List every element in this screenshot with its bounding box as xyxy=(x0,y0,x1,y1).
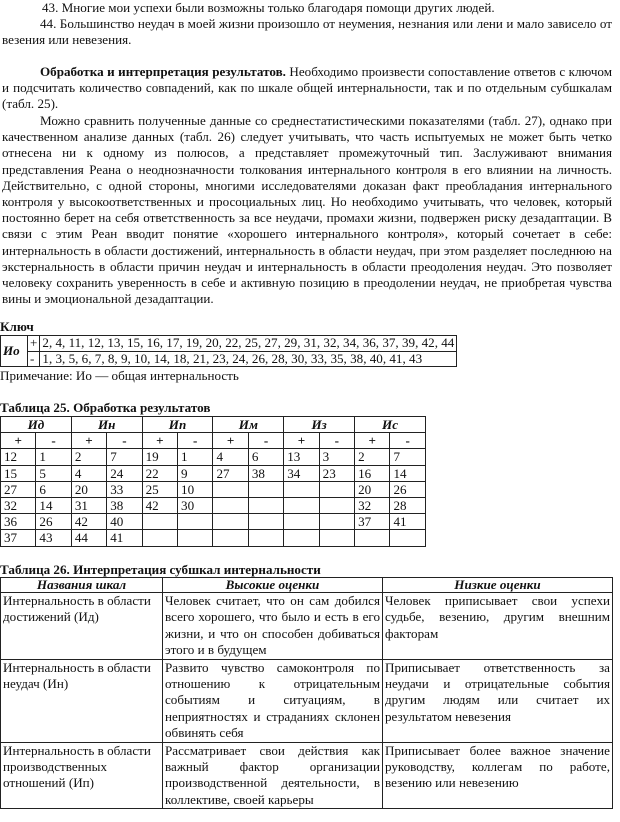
table25-row xyxy=(1,514,426,530)
table25-scale-header: Из xyxy=(284,417,355,433)
table25-cell: 14 xyxy=(36,498,71,514)
table25-cell: 37 xyxy=(355,514,390,530)
table25-cell: 26 xyxy=(390,481,426,497)
key-title: Ключ xyxy=(0,319,34,334)
table26-header-high: Высокие оценки xyxy=(163,578,383,593)
table25-scale-header: Ис xyxy=(355,417,426,433)
processing-paragraph xyxy=(2,64,612,113)
table25-cell: 10 xyxy=(178,481,213,497)
table25-cell: 4 xyxy=(213,449,248,465)
key-plus-sign: + xyxy=(28,336,40,352)
table25-cell: 42 xyxy=(142,498,177,514)
table25-sign: + xyxy=(284,433,319,449)
table25-cell xyxy=(284,498,319,514)
table25-row xyxy=(1,481,426,497)
table25-cell: 3 xyxy=(319,449,354,465)
table25-sign: + xyxy=(213,433,248,449)
table26-row xyxy=(1,742,613,809)
table25-cell xyxy=(248,514,283,530)
key-minus-sign: - xyxy=(28,351,40,367)
table26-cell-low: Человек приписывает свои успехи судьбе, везению, другим внешним факторам xyxy=(383,593,613,660)
table25-cell: 2 xyxy=(71,449,106,465)
key-scale: Ио xyxy=(1,336,28,367)
table25-cell: 14 xyxy=(390,465,426,481)
table25-cell xyxy=(319,481,354,497)
table25-cell: 7 xyxy=(107,449,142,465)
table25-sign: + xyxy=(355,433,390,449)
table25-scale-header: Ип xyxy=(142,417,213,433)
table25-cell: 30 xyxy=(178,498,213,514)
table26-cell-name: Интернальность в области неудач (Ин) xyxy=(1,659,163,742)
table26-cell-low: Приписывает более важное значение руководству, коллегам по работе, везению или невезению xyxy=(383,742,613,809)
table25-row xyxy=(1,465,426,481)
table25-cell: 37 xyxy=(1,530,36,546)
table25-cell xyxy=(390,530,426,546)
table25-row xyxy=(1,498,426,514)
table25 xyxy=(0,416,426,547)
table25-cell: 15 xyxy=(1,465,36,481)
table25-cell: 22 xyxy=(142,465,177,481)
table25-sign: - xyxy=(36,433,71,449)
table26-cell-high: Рассматривает свои действия как важный фактор организации производственной деятельности, в коллективе, своей карьеры xyxy=(163,742,383,809)
key-table xyxy=(0,335,457,367)
item-44-text: 44. Большинство неудач в моей жизни произошло от неумения, незнания или лени и мало зависело от везения или невезения. xyxy=(2,16,612,48)
table25-cell xyxy=(213,514,248,530)
table25-sign: + xyxy=(1,433,36,449)
table25-sign: - xyxy=(178,433,213,449)
table25-row xyxy=(1,530,426,546)
table26-cell-low: Приписывает ответственность за неудачи и отрицательные события другим людям или считает их результатом невезения xyxy=(383,659,613,742)
table25-cell xyxy=(178,514,213,530)
table25-cell: 1 xyxy=(178,449,213,465)
table25-cell xyxy=(213,498,248,514)
table26-cell-name: Интернальность в области производственных отношений (Ип) xyxy=(1,742,163,809)
table26-title: Таблица 26. Интерпретация субшкал интернальности xyxy=(0,562,321,577)
table25-cell xyxy=(319,514,354,530)
table25-cell: 40 xyxy=(107,514,142,530)
table25-cell xyxy=(319,498,354,514)
table25-cell: 32 xyxy=(355,498,390,514)
table25-cell: 6 xyxy=(248,449,283,465)
table25-cell: 20 xyxy=(71,481,106,497)
table26-header-low: Низкие оценки xyxy=(383,578,613,593)
table25-cell: 19 xyxy=(142,449,177,465)
table26-row xyxy=(1,593,613,660)
key-note: Примечание: Ио — общая интернальность xyxy=(0,368,239,383)
table25-cell xyxy=(319,530,354,546)
table25-cell: 43 xyxy=(36,530,71,546)
table25-cell: 20 xyxy=(355,481,390,497)
table25-cell: 12 xyxy=(1,449,36,465)
table26-header-scale: Названия шкал xyxy=(1,578,163,593)
table25-cell: 27 xyxy=(1,481,36,497)
table25-cell xyxy=(284,530,319,546)
key-minus-items: 1, 3, 5, 6, 7, 8, 9, 10, 14, 18, 21, 23, 24, 26, 28, 30, 33, 35, 38, 40, 41, 43 xyxy=(40,351,457,367)
table25-cell xyxy=(284,481,319,497)
table25-cell: 2 xyxy=(355,449,390,465)
table25-cell: 7 xyxy=(390,449,426,465)
table25-cell: 31 xyxy=(71,498,106,514)
table25-cell: 28 xyxy=(390,498,426,514)
table25-scale-header: Им xyxy=(213,417,284,433)
table26-cell-name: Интернальность в области достижений (Ид) xyxy=(1,593,163,660)
table25-cell: 34 xyxy=(284,465,319,481)
table25-cell xyxy=(248,481,283,497)
table25-cell: 23 xyxy=(319,465,354,481)
table25-cell: 41 xyxy=(107,530,142,546)
table25-sign: - xyxy=(107,433,142,449)
table25-sign: - xyxy=(248,433,283,449)
table25-cell: 26 xyxy=(36,514,71,530)
table25-cell: 42 xyxy=(71,514,106,530)
table25-cell xyxy=(213,481,248,497)
table25-cell: 16 xyxy=(355,465,390,481)
table25-cell xyxy=(248,498,283,514)
table25-row xyxy=(1,449,426,465)
table25-cell: 27 xyxy=(213,465,248,481)
item-43-text: 43. Многие мои успехи были возможны только благодаря помощи других людей. xyxy=(42,0,495,15)
processing-heading: Обработка и интерпретация результатов. xyxy=(40,64,286,79)
table25-cell xyxy=(178,530,213,546)
table25-cell: 5 xyxy=(36,465,71,481)
table26 xyxy=(0,577,613,809)
table25-cell: 44 xyxy=(71,530,106,546)
table25-sign: + xyxy=(71,433,106,449)
table25-cell xyxy=(142,514,177,530)
comparison-paragraph xyxy=(2,113,612,307)
table26-row xyxy=(1,659,613,742)
table25-cell: 9 xyxy=(178,465,213,481)
table25-scale-header: Ид xyxy=(1,417,72,433)
table25-scale-header: Ин xyxy=(71,417,142,433)
table25-cell xyxy=(355,530,390,546)
table25-cell xyxy=(284,514,319,530)
table25-cell: 32 xyxy=(1,498,36,514)
table25-cell: 41 xyxy=(390,514,426,530)
table25-cell: 4 xyxy=(71,465,106,481)
table25-cell: 38 xyxy=(107,498,142,514)
key-plus-items: 2, 4, 11, 12, 13, 15, 16, 17, 19, 20, 22, 25, 27, 29, 31, 32, 34, 36, 37, 39, 42, 44 xyxy=(40,336,457,352)
table25-title: Таблица 25. Обработка результатов xyxy=(0,400,211,415)
table26-cell-high: Развито чувство самоконтроля по отношению к отрицательным событиям и ситуациям, в неприятностях и страданиях склонен обвинять себя xyxy=(163,659,383,742)
table26-cell-high: Человек считает, что он сам добился всего хорошего, что было и есть в его жизни, и что он способен добиваться этого и в будущем xyxy=(163,593,383,660)
table25-cell xyxy=(213,530,248,546)
table25-sign: - xyxy=(319,433,354,449)
item-43 xyxy=(42,0,612,16)
item-44 xyxy=(2,16,612,48)
table25-sign: + xyxy=(142,433,177,449)
table25-cell xyxy=(248,530,283,546)
table25-cell: 33 xyxy=(107,481,142,497)
table25-cell: 6 xyxy=(36,481,71,497)
table25-cell: 38 xyxy=(248,465,283,481)
table25-cell: 36 xyxy=(1,514,36,530)
table25-sign: - xyxy=(390,433,426,449)
table25-cell xyxy=(142,530,177,546)
table25-cell: 24 xyxy=(107,465,142,481)
table25-cell: 25 xyxy=(142,481,177,497)
table25-cell: 13 xyxy=(284,449,319,465)
table25-cell: 1 xyxy=(36,449,71,465)
comparison-text: Можно сравнить полученные данные со среднестатистическими показателями (табл. 27), однако при качественном анализе данных (табл. 26) следует учитывать, что часть испытуемых не может быть четко отнесена ни к одному из полюсов, а представляет промежуточный тип. Заслуживают внимания представления Реана о неоднозначности толкования интернального контроля в его влиянии на личность. Действительно, с одной стороны, многими исследователями доказан факт преобладания интернального контроля у высокоответственных и просоциальных лиц. Но необходимо учитывать, что человек, который постоянно берет на себя ответственность за все неудачи, промахи жизни, подвержен риску дезадаптации. В связи с этим Реан вводит понятие «хорошего интернального контроля», который сочетает в себе: интернальность в области достижений, интернальность в области неудач, при этом разделяет последнюю на экстернальность в области причин неудач и интернальность в области преодоления неудач. Это позволяет человеку сохранить уверенность в себе и активную позицию в преодолении неудач, не приобретая чувства вины и эмоциональной дезадаптации. xyxy=(2,113,612,307)
processing-text: Необходимо произвести сопоставление ответов с ключом и подсчитать количество совпадений, как по шкале общей интернальности, так и по отдельным субшкалам (табл. 25). xyxy=(2,64,613,112)
